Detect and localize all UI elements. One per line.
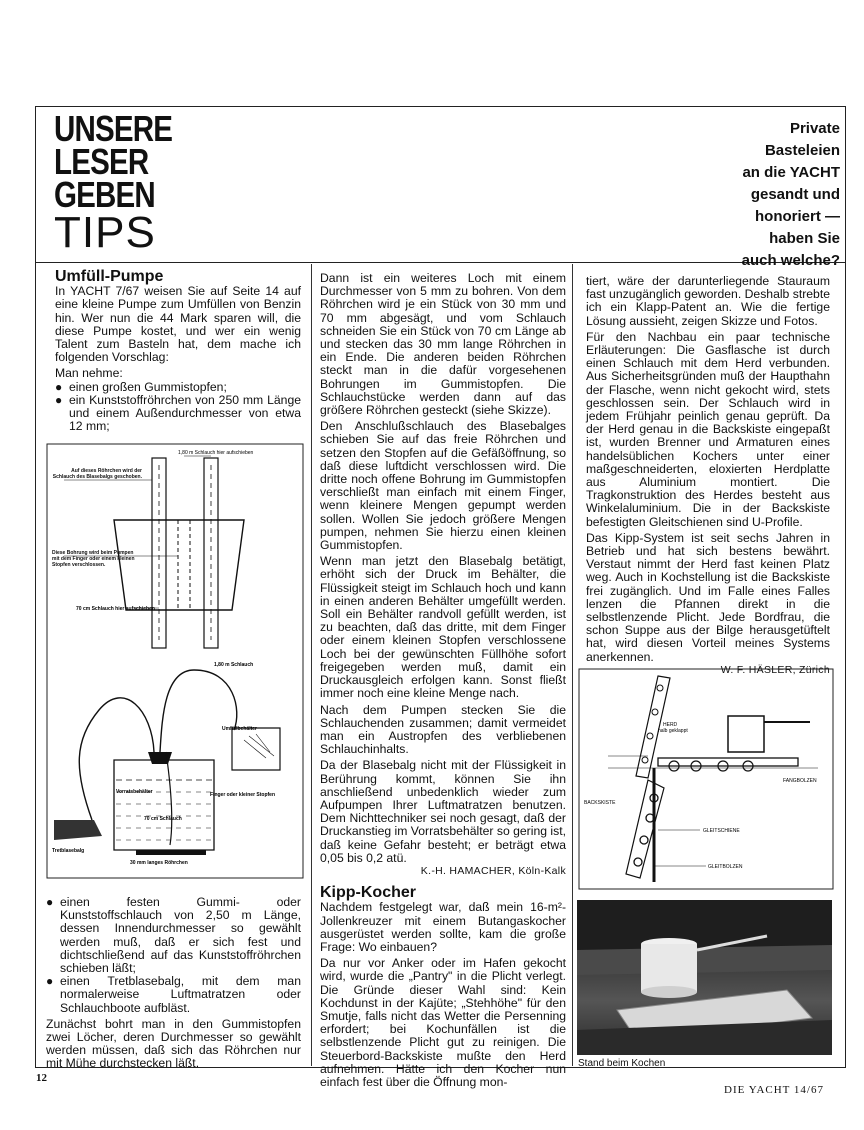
article1-heading: Umfüll-Pumpe (55, 268, 164, 285)
article1-man-nehme: Man nehme: (55, 366, 123, 381)
signature: K.-H. HAMACHER, Köln-Kalk (420, 864, 566, 877)
label-finger: Finger oder kleiner Stopfen (210, 792, 276, 798)
article1-intro: In YACHT 7/67 weisen Sie auf Seite 14 auf eine kleine Pumpe zum Umfüllen von Benzin hin. Wer nun die 44 Mark sparen will, die diese Pumpe kostet, und wer ein wenig Talent zum Basteln hat, dem mache ich folgenden Vorschlag: (55, 284, 301, 365)
stove-photo (577, 900, 832, 1055)
label-fang: FANGBOLZEN (783, 778, 817, 784)
label-left3: 70 cm Schlauch hier aufschieben (76, 606, 155, 612)
paragraph: Dann ist ein weiteres Loch mit einem Durchmesser von 5 mm zu bohren. Von dem Röhrchen wird je ein Stück von 30 mm und 70 mm abgesägt, und vom Schlauch schneiden Sie ein Stück von 70 cm Länge ab und stecken das 30 mm lange Röhrchen in ein Ende. Die anderen beiden Röhrchen steckt man in die dafür vorgesehenen Bohrungen im Gummistopfen. Die Schlauchstücke werden dann auf das größere Röhrchen gesteckt (siehe Skizze). (320, 271, 566, 418)
photo-caption: Stand beim Kochen (578, 1058, 666, 1069)
bullet-text: ein Kunststoffröhrchen von 250 mm Länge und einem Außendurchmesser von etwa 12 mm; (69, 392, 301, 434)
section-title (54, 108, 294, 257)
paragraph: Nach dem Pumpen stecken Sie die Schlauchenden zusammen; damit vermeidet man ein Austropfen des verbliebenen Schlauchinhalts. (320, 702, 566, 757)
label-back: BACKSKISTE (584, 800, 616, 806)
page-number: 12 (36, 1072, 47, 1084)
label-top: 1,80 m Schlauch hier aufschieben (178, 450, 254, 456)
article1-col2 (320, 272, 566, 1092)
signature: W. F. HÄSLER, Zürich (720, 663, 830, 676)
pump-diagram (44, 440, 306, 880)
label-umfuell: Umfüllbehälter (222, 726, 258, 732)
article2-heading: Kipp-Kocher (320, 884, 416, 902)
paragraph: Wenn man jetzt den Blasebalg betätigt, erhöht sich der Druck im Behälter, die Flüssigkeit steigt im Schlauch hoch und kann in einen anderen Behälter umgefüllt werden. Soll ein Behälter randvoll gefüllt werden, ist zu beachten, daß das dritte, mit dem Finger oder einem kleinen Stopfen verschlossene Loch bei der gewünschten Füllhöhe sofort freigegeben werden muß, damit ein Druckausgleich erfolgen kann. Sonst fließt immer noch eine kleine Menge nach. (320, 554, 566, 701)
label-herd: HERD (663, 722, 678, 728)
tagline-line: gesandt und (750, 186, 840, 203)
article1-col1-bottom (46, 896, 301, 1074)
paragraph: Das Kipp-System ist seit sechs Jahren in Betrieb und hat sich bestens bewährt. Verstaut nimmt der Herd fast keinen Platz weg. Auch in Kochstellung ist die Backskiste frei zugänglich. Und im Falle eines Falles lenzen die Pfannen direkt in die selbstlenzende Plicht. Jede Bordfrau, die schon Suppe aus der Bilge herausgetüftelt hat, wird diesen Vorteil meines Systems anerkennen. (586, 530, 830, 664)
paragraph: Für den Nachbau ein paar technische Erläuterungen: Die Gasflasche ist durch einen Schlauch mit dem Herd verbunden. Aus Sicherheitsgründen muß der Haupthahn der Flasche, wenn nicht gekocht wird, stets geschlossen sein. Der Schlauch wird in jedem Frühjahr peinlich genau geprüft. Da der Herd genau in die Backskiste eingepaßt ist, wurden Brenner und Armaturen eines handelsüblichen Kochers unter einer maßgeschneiderten, eloxierten Herdplatte aus Aluminium montiert. Die Tragkonstruktion des Herdes besteht aus Winkelaluminium. Die in der Backskiste befestigten Gleitschienen sind U-Profile. (586, 329, 830, 529)
bullet-text: einen festen Gummi- oder Kunststoffschlauch von 2,50 m Länge, dessen Innendurchmesser so gewählt werden muß, daß er sich fest und dichtschließend auf das Kunststoffröhrchen schieben läßt; (60, 895, 301, 976)
tagline-line: haben Sie (769, 230, 840, 247)
label-s70: 70 cm Schlauch (144, 816, 182, 822)
list-item (46, 896, 301, 975)
label-s180: 1,80 m Schlauch (214, 662, 254, 668)
tagline-line: Private (789, 120, 840, 137)
list-item (46, 975, 301, 1015)
article1-col1-top (55, 270, 301, 433)
list-item (55, 381, 301, 394)
paragraph: Den Anschlußschlauch des Blasebalges schieben Sie auf das freie Röhrchen und setzen den Stopfen auf die Gefäßöffnung, so daß diese luftdicht verschlossen wird. Die dritte noch offene Bohrung im Gummistopfen verschließt man einfach mit einem Finger, wenn kleinere Mengen gepumpt werden sollen. Wollen Sie jedoch größere Mengen pumpen, nehmen Sie hierzu einen kleinen Gummistopfen. (320, 419, 566, 553)
bullet-icon: ● (55, 392, 63, 407)
label-vorrat: Vorratsbehälter (116, 789, 153, 795)
stove-diagram (578, 668, 834, 890)
tagline-line: Basteleien (764, 142, 840, 159)
bullet-text: einen Tretblasebalg, mit dem man normalerweise Luftmatratzen oder Schlauchboote aufbläst. (60, 974, 301, 1015)
paragraph: Nachdem festgelegt war, daß mein 16-m²-Jollenkreuzer mit einem Butangaskocher ausgerüstet werden sollte, kam die große Frage: Wo einbauen? (320, 900, 566, 954)
title-line-3: GEBEN (54, 174, 155, 215)
list-item (55, 394, 301, 434)
title-line-4: TIPS (54, 208, 156, 257)
paragraph: tiert, wäre der darunterliegende Stauraum fast unzugänglich geworden. Deshalb strebte ich ein Klapp-Patent an. Wie die fertige Lösung aussieht, zeigen Skizze und Fotos. (586, 274, 830, 328)
column-divider-1 (311, 264, 312, 1066)
tagline-line: an die YACHT (742, 164, 840, 181)
bullet-text: einen großen Gummistopfen; (69, 379, 227, 394)
tagline-line: auch welche? (741, 252, 840, 269)
magazine-footer: DIE YACHT 14/67 (724, 1084, 824, 1096)
paragraph: Da der Blasebalg nicht mit der Flüssigkeit in Berührung kommt, können Sie ihn anschließend unbedenklich wieder zum Aufpumpen Ihrer Luftmatratzen benutzen. Dem Nichttechniker sei noch gesagt, daß der Druckanstieg im Vorratsbehälter so gering ist, daß keine Gefahr besteht; er beträgt etwa 0,05 bis 0,2 atü. (320, 758, 566, 865)
label-halb: halb geklappt (658, 728, 688, 734)
bullet-icon: ● (55, 379, 63, 394)
title-line-2: LESER (54, 141, 149, 182)
label-schiene: GLEITSCHIENE (703, 828, 740, 834)
title-line-1: UNSERE (54, 108, 173, 149)
label-r30: 30 mm langes Röhrchen (130, 860, 188, 866)
label-bolzen: GLEITBOLZEN (708, 864, 743, 870)
article2-col3 (586, 275, 830, 677)
label-left1: Auf dieses Röhrchen wird der Schlauch des Blasebalgs geschoben. (52, 468, 142, 480)
paragraph: Da nur vor Anker oder im Hafen gekocht wird, wurde die „Pantry" in die Plicht verlegt. Die Gründe dieser Wahl sind: Kein Kochdunst in der Kajüte; „Stehhöhe" für den Smutje, falls nicht das Wetter die Persenning erfordert; bei Kochunfällen ist die selbstlenzende Plicht gut zu reinigen. Die Steuerbord-Backskiste mußte den Herd aufnehmen. Hätte ich den Kocher nun einfach fest über die Öffnung mon- (320, 956, 566, 1089)
label-left2: Diese Bohrung wird beim Pumpen mit dem Finger oder einem kleinen Stopfen verschlossen. (52, 550, 135, 568)
bullet-icon: ● (46, 895, 54, 909)
tagline (620, 118, 840, 272)
label-tret: Tretblasebalg (52, 848, 85, 854)
article1-p-bohrt: Zunächst bohrt man in den Gummistopfen zwei Löcher, deren Durchmesser so gewählt werden müssen, daß sich das Röhrchen nur mit Mühe durchstecken läßt. (46, 1016, 301, 1071)
tagline-line: honoriert — (755, 208, 840, 225)
bullet-icon: ● (46, 974, 54, 989)
column-divider-2 (572, 264, 573, 1066)
